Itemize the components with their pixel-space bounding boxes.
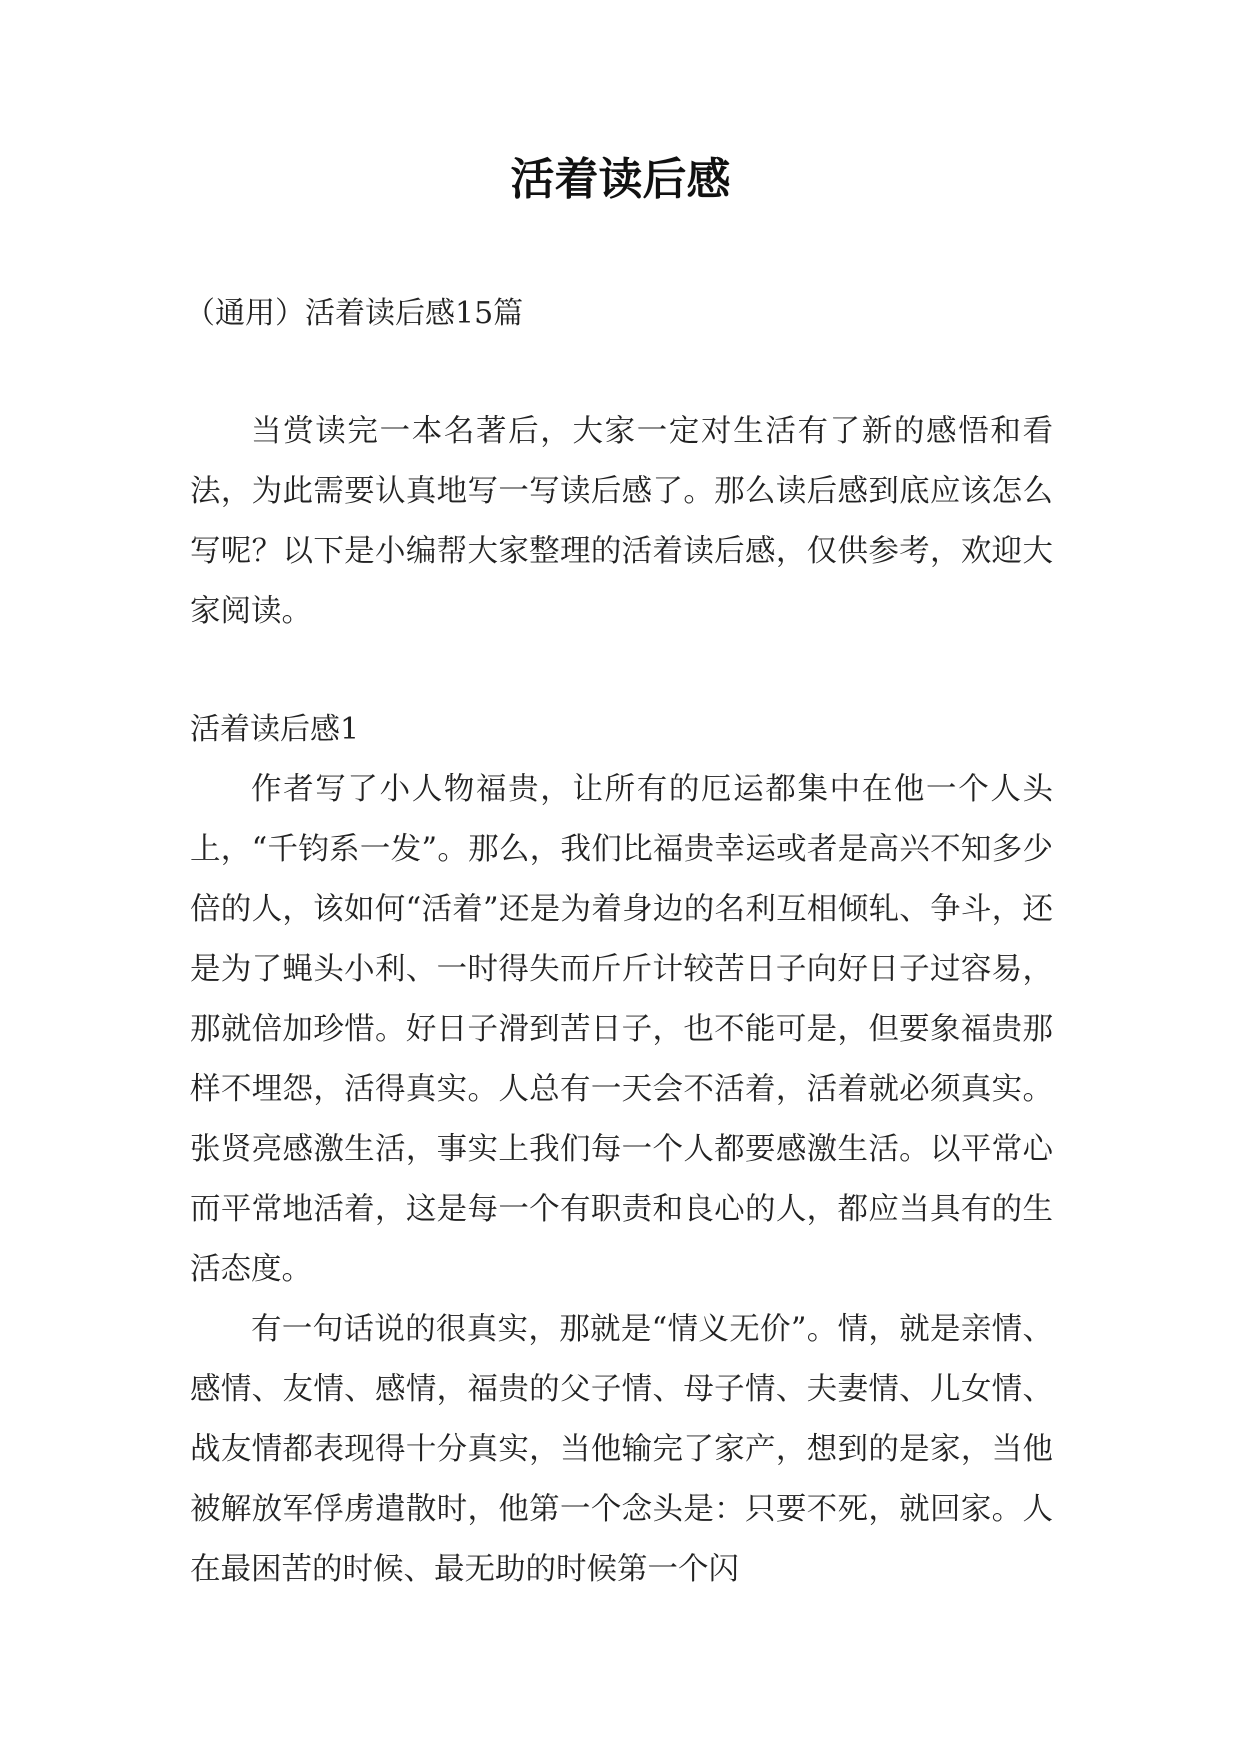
intro-paragraph: 当赏读完一本名著后，大家一定对生活有了新的感悟和看法，为此需要认真地写一写读后感了。那么读后感到底应该怎么写呢？以下是小编帮大家整理的活着读后感，仅供参考，欢迎大家阅读。 [190,414,1053,629]
body-paragraph: 有一句话说的很真实，那就是“情义无价”。情，就是亲情、感情、友情、感情，福贵的父子情、母子情、夫妻情、儿女情、战友情都表现得十分真实，当他输完了家产，想到的是家，当他被解放军俘虏遣散时，他第一个念头是：只要不死，就回家。人在最困苦的时候、最无助的时候第一个闪 [190,1312,1053,1587]
body-paragraph: 作者写了小人物福贵，让所有的厄运都集中在他一个人头上，“千钧系一发”。那么，我们比福贵幸运或者是高兴不知多少倍的人，该如何“活着”还是为着身边的名利互相倾轧、争斗，还是为了蝇头小利、一时得失而斤斤计较苦日子向好日子过容易，那就倍加珍惜。好日子滑到苦日子，也不能可是，但要象福贵那样不埋怨，活得真实。人总有一天会不活着，活着就必须真实。张贤亮感激生活，事实上我们每一个人都要感激生活。以平常心而平常地活着，这是每一个有职责和良心的人，都应当具有的生活态度。 [190,772,1053,1287]
essay-block [190,700,1053,1600]
document-subtitle: （通用）活着读后感15篇 [185,296,524,331]
document-title: 活着读后感 [510,154,731,205]
intro-block [190,402,1053,642]
section-heading: 活着读后感1 [190,712,360,747]
